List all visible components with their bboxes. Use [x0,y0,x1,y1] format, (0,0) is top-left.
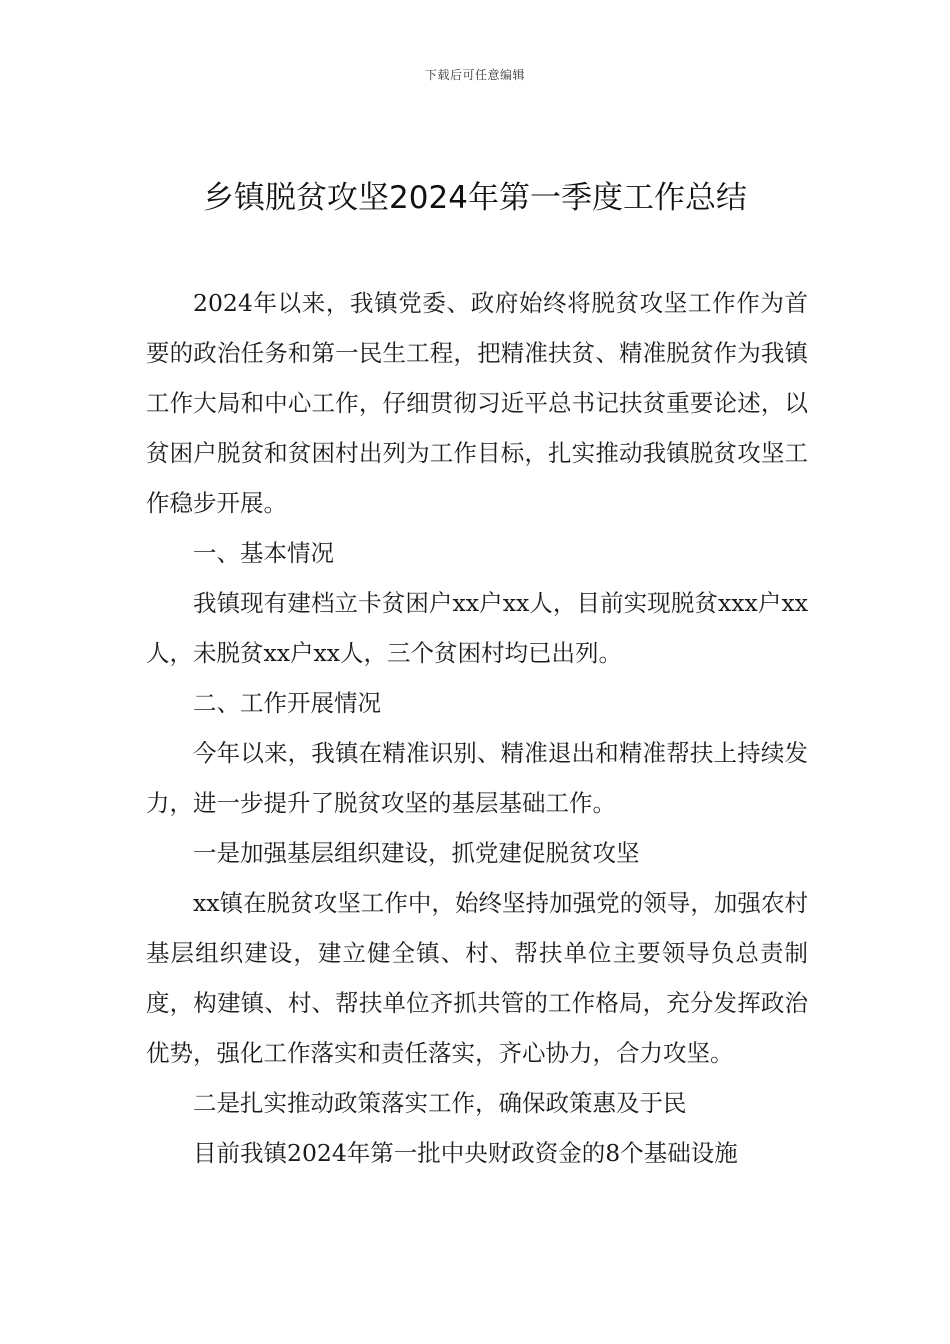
section-heading-basic-situation: 一、基本情况 [193,539,334,567]
header-note: 下载后可任意编辑 [424,68,525,82]
paragraph-intro: 2024年以来，我镇党委、政府始终将脱贫攻坚工作作为首要的政治任务和第一民生工程，把精准扶贫、精准脱贫作为我镇工作大局和中心工作，仔细贯彻习近平总书记扶贫重要论述，以贫困户脱贫和贫困村出列为工作目标，扎实推动我镇脱贫攻坚工作稳步开展。 [146,289,808,517]
section-heading-work-progress: 二、工作开展情况 [193,689,381,717]
subheading-party-building: 一是加强基层组织建设，抓党建促脱贫攻坚 [193,839,640,867]
paragraph-basic-situation: 我镇现有建档立卡贫困户xx户xx人，目前实现脱贫xxx户xx人，未脱贫xx户xx人，三个贫困村均已出列。 [146,589,808,667]
subheading-policy-implementation: 二是扎实推动政策落实工作，确保政策惠及于民 [193,1089,687,1117]
paragraph-party-building: xx镇在脱贫攻坚工作中，始终坚持加强党的领导，加强农村基层组织建设，建立健全镇、村、帮扶单位主要领导负总责制度，构建镇、村、帮扶单位齐抓共管的工作格局，充分发挥政治优势，强化工作落实和责任落实，齐心协力，合力攻坚。 [146,889,808,1067]
paragraph-work-progress: 今年以来，我镇在精准识别、精准退出和精准帮扶上持续发力，进一步提升了脱贫攻坚的基层基础工作。 [146,739,808,817]
paragraph-policy-implementation: 目前我镇2024年第一批中央财政资金的8个基础设施 [193,1139,738,1167]
document-title: 乡镇脱贫攻坚2024年第一季度工作总结 [203,180,747,216]
document-body [146,278,808,1178]
